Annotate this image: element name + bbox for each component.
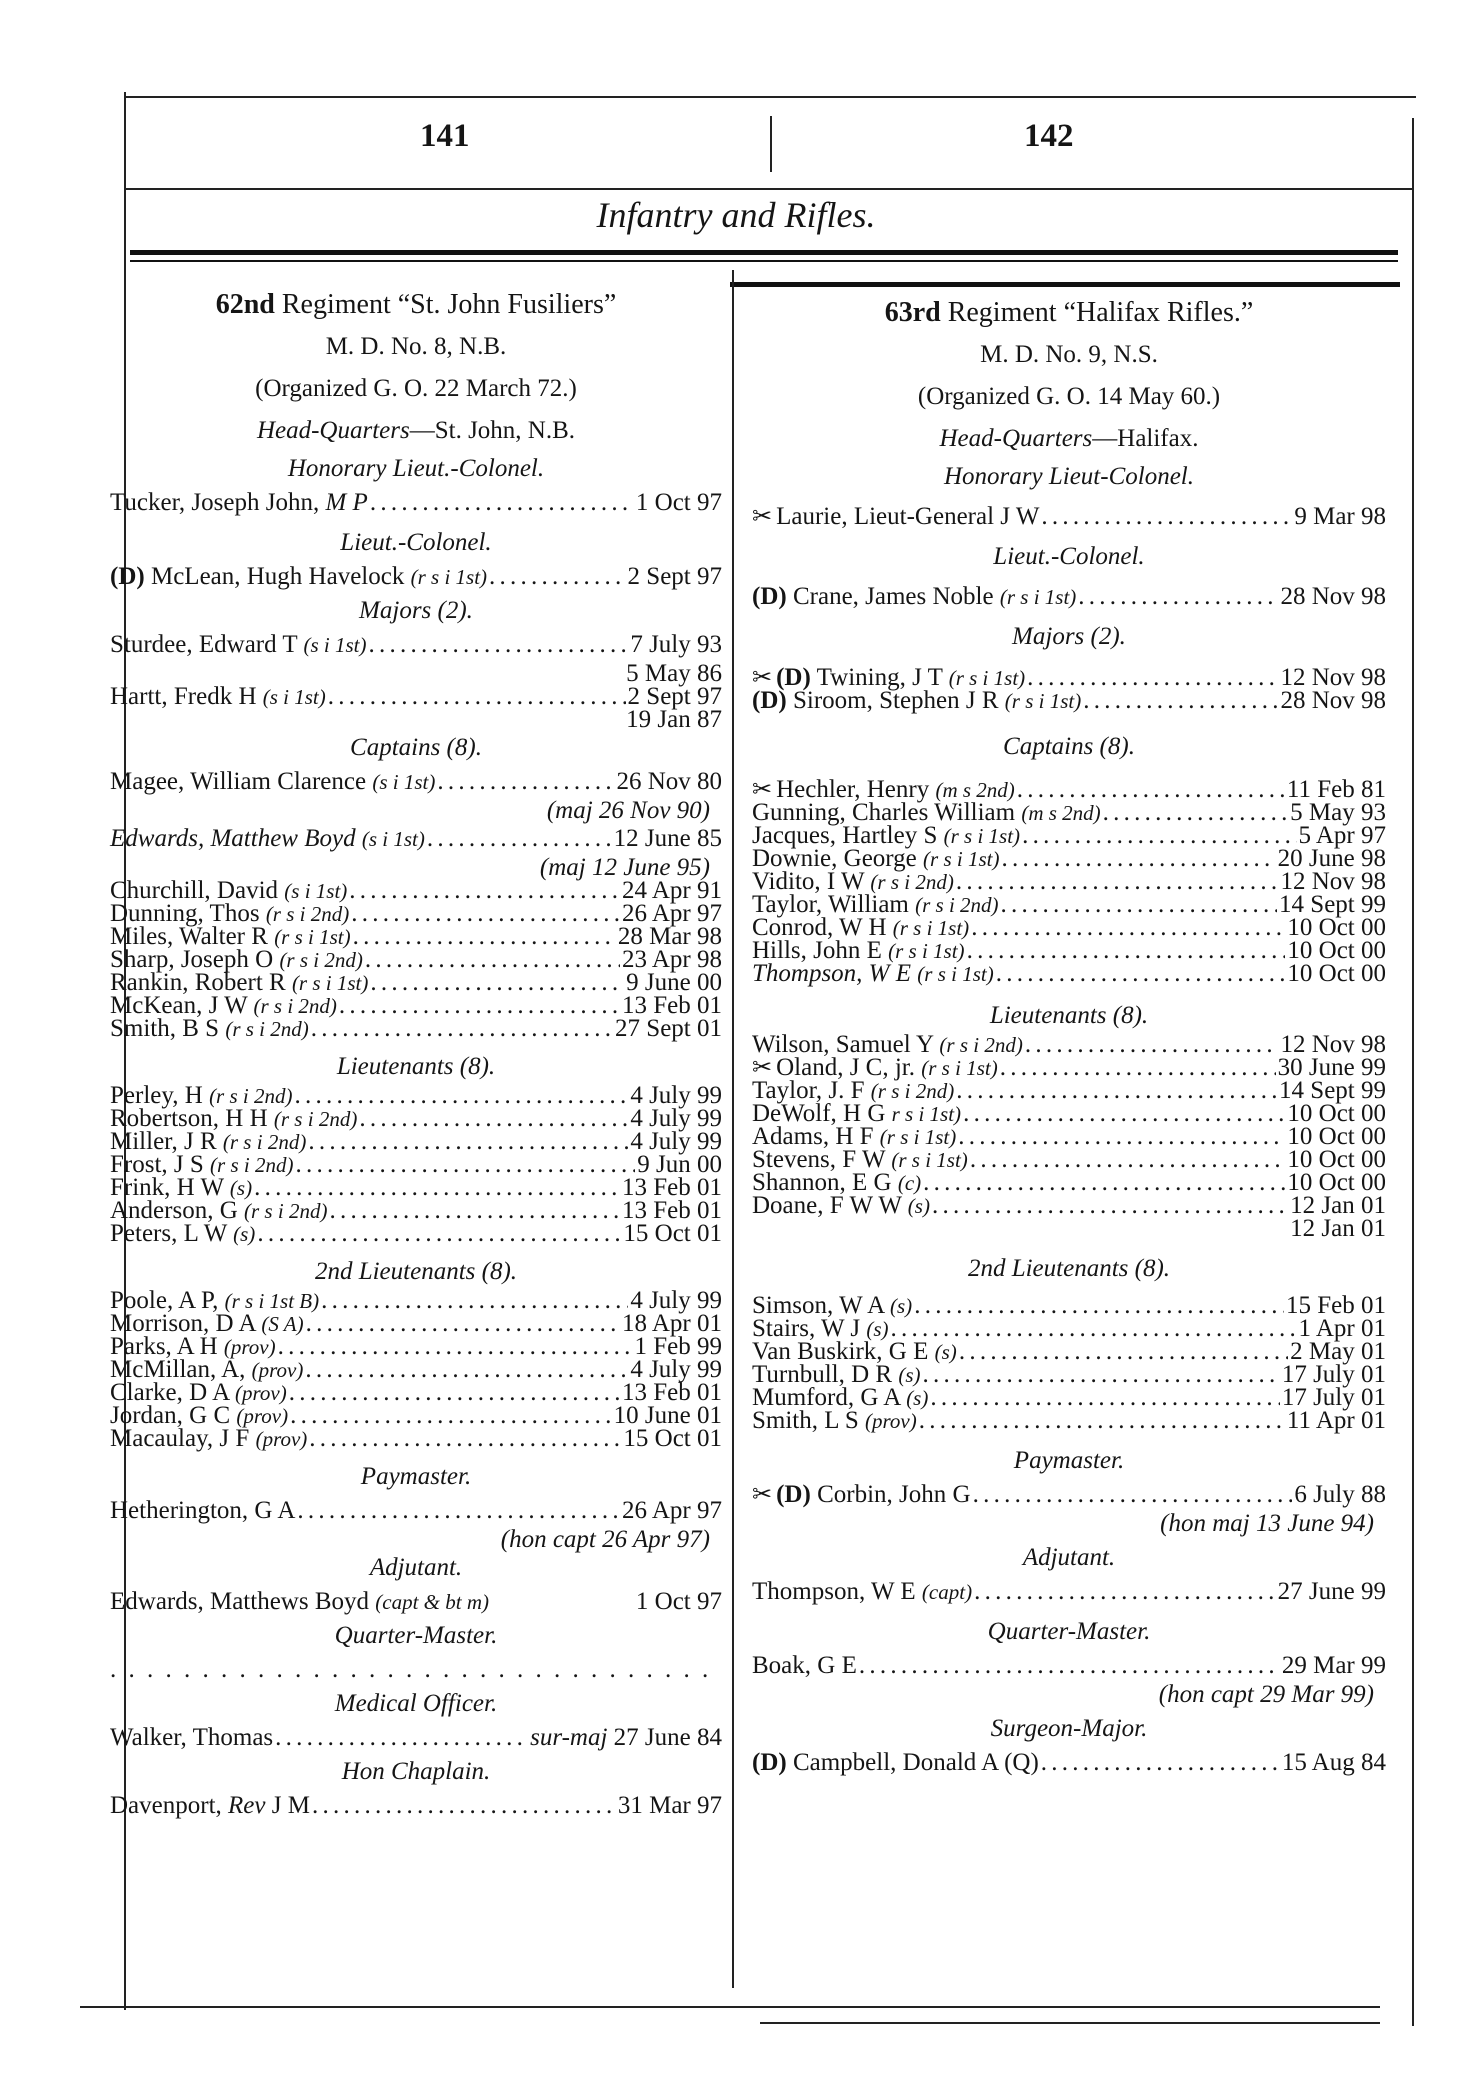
officer-entry: Smith, L S (prov) . . . 11 Apr 01 — [752, 1409, 1386, 1432]
rank-heading: Lieut.-Colonel. — [993, 543, 1145, 570]
date-note: 19 Jan 87 — [626, 706, 722, 733]
officer-entry: Frost, J S (r s i 2nd) . . . 9 Jun 00 — [110, 1153, 722, 1176]
officer-entry: Mumford, G A (s) . . . 17 July 01 — [752, 1386, 1386, 1409]
page-number-divider — [770, 116, 772, 172]
officer-entry: (D) Siroom, Stephen J R (r s i 1st) . . . 28 Nov 98 — [752, 689, 1386, 712]
officer-entry: Boak, G E . . . 29 Mar 99 — [752, 1649, 1386, 1683]
organized-note: (Organized G. O. 22 March 72.) — [255, 375, 577, 402]
rank-heading: Paymaster. — [360, 1463, 472, 1490]
officer-entry: Jacques, Hartley S (r s i 1st) . . . 5 Apr 97 — [752, 824, 1386, 847]
bottom-rule-secondary — [760, 2022, 1380, 2024]
officer-entry: Turnbull, D R (s) . . . 17 July 01 — [752, 1363, 1386, 1386]
officer-entry: (D) McLean, Hugh Havelock (r s i 1st) . . . 2 Sept 97 — [110, 560, 722, 594]
officer-entry: Wilson, Samuel Y (r s i 2nd) . . . 12 Nov 98 — [752, 1033, 1386, 1056]
officer-entry: Dunning, Thos (r s i 2nd) . . . 26 Apr 97 — [110, 902, 722, 925]
officer-entry: Van Buskirk, G E (s) . . . 2 May 01 — [752, 1340, 1386, 1363]
officer-entry: Churchill, David (s i 1st) . . . 24 Apr 91 — [110, 879, 722, 902]
officer-entry: Downie, George (r s i 1st) . . . 20 June 98 — [752, 847, 1386, 870]
officer-entry: Edwards, Matthews Boyd (capt & bt m) 1 Oct 97 — [110, 1588, 722, 1615]
officer-entry: Simson, W A (s) . . . 15 Feb 01 — [752, 1294, 1386, 1317]
officer-entry: Smith, B S (r s i 2nd) . . . 27 Sept 01 — [110, 1017, 722, 1040]
officer-entry: Davenport, Rev J M . . . 31 Mar 97 — [110, 1789, 722, 1823]
officer-entry: DeWolf, H G r s i 1st) . . . 10 Oct 00 — [752, 1102, 1386, 1125]
scissors-icon: ✂ — [752, 777, 773, 803]
officer-entry: Miller, J R (r s i 2nd) . . . 4 July 99 — [110, 1130, 722, 1153]
scissors-icon: ✂ — [752, 504, 773, 530]
officer-entry: Robertson, H H (r s i 2nd) . . . 4 July 99 — [110, 1107, 722, 1130]
officer-entry: Edwards, Matthew Boyd (s i 1st) . . . 12 June 85 — [110, 822, 722, 856]
officer-entry: ✂ Laurie, Lieut-General J W . . . 9 Mar 98 — [752, 500, 1386, 534]
officer-entry: Poole, A P, (r s i 1st B) . . . 4 July 99 — [110, 1289, 722, 1312]
officer-entry: (D) Campbell, Donald A (Q) . . . 15 Aug 84 — [752, 1746, 1386, 1780]
officer-entry: Anderson, G (r s i 2nd) . . . 13 Feb 01 — [110, 1199, 722, 1222]
officer-entry: Rankin, Robert R (r s i 1st) . . . 9 June 00 — [110, 971, 722, 994]
column-divider — [732, 270, 734, 1988]
officer-entry: Taylor, J. F (r s i 2nd) . . . 14 Sept 99 — [752, 1079, 1386, 1102]
headquarters: Head-Quarters—St. John, N.B. — [256, 417, 576, 444]
officer-entry: Shannon, E G (c) . . . 10 Oct 00 — [752, 1171, 1386, 1194]
rank-heading: Quarter-Master. — [334, 1622, 498, 1649]
rank-heading: Lieut.-Colonel. — [340, 529, 492, 556]
officer-entry: Vidito, I W (r s i 2nd) . . . 12 Nov 98 — [752, 870, 1386, 893]
left-column — [110, 284, 722, 1823]
officer-entry: Morrison, D A (S A) . . . 18 Apr 01 — [110, 1312, 722, 1335]
officer-entry: Magee, William Clarence (s i 1st) . . . 26 Nov 80 — [110, 765, 722, 799]
section-title: Infantry and Rifles. — [596, 195, 876, 235]
rank-heading: Majors (2). — [359, 597, 473, 624]
rank-heading: Medical Officer. — [334, 1690, 498, 1717]
thin-rule — [130, 260, 1398, 262]
officer-entry: Hartt, Fredk H (s i 1st) . . . 2 Sept 97 — [110, 685, 722, 708]
rank-heading: Lieutenants (8). — [989, 1002, 1149, 1029]
officer-entry: Frink, H W (s) . . . 13 Feb 01 — [110, 1176, 722, 1199]
officer-entry: Sharp, Joseph O (r s i 2nd) . . . 23 Apr 98 — [110, 948, 722, 971]
officer-entry: ✂ Oland, J C, jr. (r s i 1st) . . . 30 June 99 — [752, 1056, 1386, 1079]
rank-heading: Paymaster. — [1013, 1447, 1125, 1474]
officer-entry: Miles, Walter R (r s i 1st) . . . 28 Mar 98 — [110, 925, 722, 948]
officer-entry: Hills, John E (r s i 1st) . . . 10 Oct 00 — [752, 939, 1386, 962]
rank-heading: Adjutant. — [1022, 1544, 1116, 1571]
regiment-heading: 62nd Regiment “St. John Fusiliers” — [215, 289, 617, 320]
officer-entry: Perley, H (r s i 2nd) . . . 4 July 99 — [110, 1084, 722, 1107]
officer-entry: Stevens, F W (r s i 1st) . . . 10 Oct 00 — [752, 1148, 1386, 1171]
regiment-heading: 63rd Regiment “Halifax Rifles.” — [884, 297, 1254, 328]
bottom-rule — [80, 2006, 1380, 2008]
officer-entry: Tucker, Joseph John, M P . . . 1 Oct 97 — [110, 486, 722, 520]
scissors-icon: ✂ — [752, 1482, 773, 1508]
officer-entry: Gunning, Charles William (m s 2nd) . . . 5 May 93 — [752, 801, 1386, 824]
date-note: (hon capt 29 Mar 99) — [1158, 1681, 1374, 1708]
rank-heading: 2nd Lieutenants (8). — [967, 1255, 1171, 1282]
officer-entry: Conrod, W H (r s i 1st) . . . 10 Oct 00 — [752, 916, 1386, 939]
scissors-icon: ✂ — [752, 1055, 773, 1081]
officer-entry: Clarke, D A (prov) . . . 13 Feb 01 — [110, 1381, 722, 1404]
officer-entry: Doane, F W W (s) . . . 12 Jan 01 — [752, 1194, 1386, 1217]
date-note: 12 Jan 01 — [1290, 1215, 1386, 1242]
officer-entry: McMillan, A, (prov) . . . 4 July 99 — [110, 1358, 722, 1381]
rank-heading: Adjutant. — [369, 1554, 463, 1581]
date-note: (maj 26 Nov 90) — [546, 797, 710, 824]
date-note: 5 May 86 — [626, 660, 722, 687]
rank-heading: Honorary Lieut.-Colonel. — [287, 455, 545, 482]
officer-entry: ✂ (D) Corbin, John G . . . 6 July 88 — [752, 1478, 1386, 1512]
rank-heading: Majors (2). — [1012, 623, 1126, 650]
officer-entry: (D) Crane, James Noble (r s i 1st) . . . 28 Nov 98 — [752, 580, 1386, 614]
date-note: (maj 12 June 95) — [539, 854, 710, 881]
scissors-icon: ✂ — [752, 665, 773, 691]
officer-entry: ✂ (D) Twining, J T (r s i 1st) . . . 12 Nov 98 — [752, 666, 1386, 689]
frame-right-rule — [1412, 118, 1414, 2026]
rank-heading: Surgeon-Major. — [990, 1715, 1148, 1742]
officer-entry: Sturdee, Edward T (s i 1st) . . . 7 July 93 — [110, 628, 722, 662]
rank-heading: Honorary Lieut-Colonel. — [944, 463, 1194, 490]
officer-entry: Walker, Thomas . . . sur-maj 27 June 84 — [110, 1721, 722, 1755]
officer-entry: Hetherington, G A . . . 26 Apr 97 — [110, 1494, 722, 1528]
vacant-line — [110, 1653, 722, 1687]
officer-entry: Parks, A H (prov) . . . 1 Feb 99 — [110, 1335, 722, 1358]
officer-entry: Jordan, G C (prov) . . . 10 June 01 — [110, 1404, 722, 1427]
header-rule — [124, 188, 1414, 190]
district: M. D. No. 8, N.B. — [325, 333, 507, 360]
right-column — [752, 292, 1386, 1780]
officer-entry: ✂ Hechler, Henry (m s 2nd) . . . 11 Feb 81 — [752, 778, 1386, 801]
heavy-rule — [130, 250, 1398, 255]
officer-entry: Thompson, W E (r s i 1st) . . . 10 Oct 00 — [752, 962, 1386, 985]
district: M. D. No. 9, N.S. — [980, 341, 1158, 368]
rank-heading: Hon Chaplain. — [341, 1758, 491, 1785]
right-heavy-rule — [730, 282, 1400, 287]
date-note: (hon maj 13 June 94) — [1160, 1510, 1374, 1537]
top-rule — [124, 96, 1416, 98]
officer-entry: Taylor, William (r s i 2nd) . . . 14 Sept 99 — [752, 893, 1386, 916]
officer-entry: Peters, L W (s) . . . 15 Oct 01 — [110, 1222, 722, 1245]
officer-entry: Thompson, W E (capt) . . . 27 June 99 — [752, 1575, 1386, 1609]
rank-heading: Lieutenants (8). — [336, 1053, 496, 1080]
date-note: (hon capt 26 Apr 97) — [500, 1526, 710, 1553]
page-number-left: 141 — [420, 118, 470, 154]
officer-entry: McKean, J W (r s i 2nd) . . . 13 Feb 01 — [110, 994, 722, 1017]
officer-entry: Stairs, W J (s) . . . 1 Apr 01 — [752, 1317, 1386, 1340]
rank-heading: Captains (8). — [1003, 733, 1135, 760]
officer-entry: Adams, H F (r s i 1st) . . . 10 Oct 00 — [752, 1125, 1386, 1148]
organized-note: (Organized G. O. 14 May 60.) — [917, 383, 1221, 410]
page-number-right: 142 — [1024, 118, 1074, 154]
rank-heading: 2nd Lieutenants (8). — [314, 1258, 518, 1285]
officer-entry: Macaulay, J F (prov) . . . 15 Oct 01 — [110, 1427, 722, 1450]
rank-heading: Captains (8). — [350, 734, 482, 761]
rank-heading: Quarter-Master. — [987, 1618, 1151, 1645]
headquarters: Head-Quarters—Halifax. — [939, 425, 1199, 452]
